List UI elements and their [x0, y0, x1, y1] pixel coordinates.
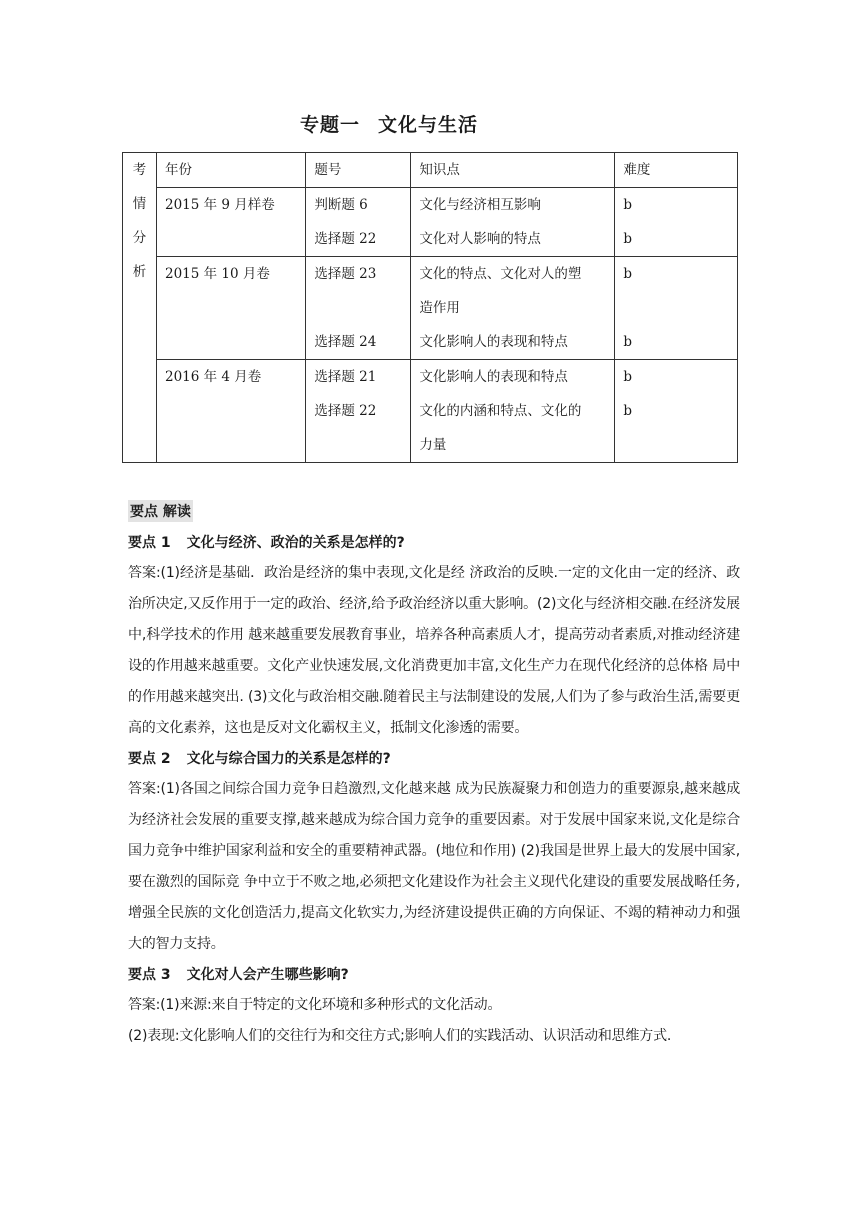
point-answer-line: 答案:(1)来源:来自于特定的文化环境和多种形式的文化活动。 — [128, 997, 502, 1013]
header-difficulty: 难度 — [615, 153, 738, 188]
side-label-cell: 考 情 分 析 — [123, 153, 157, 463]
point-answer: 答案:(1)经济是基础．政治是经济的集中表现,文化是经 济政治的反映.一定的文化由一定的经济、政治所决定,又反作用于一定的政治、经济,给予政治经济以重大影响。(2)文化与经济相交融.在经济发展中,科学技术的作用 越来越重要发展教育事业，培养各种高素质人才，提高劳动者素质,对推动经济建设的作用越来越重要。文化产业快速发展,文化消费更加丰富,文化生产力在现代化经济的总体格 局中的作用越来越突出. (3)文化与政治相交融.随着民主与法制建设的发展,人们为了参与政治生活,需要更高的文化素养，这也是反对文化霸权主义，抵制文化渗透的需要。 — [128, 565, 740, 736]
key-points — [128, 528, 740, 1052]
point-answer-line: (2)表现:文化影响人们的交往行为和交往方式;影响人们的实践活动、认识活动和思维方式. — [128, 1028, 672, 1044]
number-cell: 选择题 21 选择题 22 — [306, 360, 411, 463]
knowledge-cell: 文化的特点、文化对人的塑 造作用 文化影响人的表现和特点 — [411, 257, 615, 360]
year-cell: 2015 年 9 月样卷 — [156, 188, 305, 257]
page-title — [300, 110, 478, 137]
section-tag: 要点 解读 — [128, 500, 193, 522]
title-main: 专题一 — [300, 114, 361, 136]
year-cell: 2015 年 10 月卷 — [156, 257, 305, 360]
table-row — [123, 188, 738, 257]
title-sub: 文化与生活 — [378, 114, 479, 136]
table-row — [123, 257, 738, 360]
number-cell: 选择题 23 选择题 24 — [306, 257, 411, 360]
header-knowledge: 知识点 — [411, 153, 615, 188]
exam-analysis-table — [122, 152, 738, 463]
difficulty-cell: b b — [615, 360, 738, 463]
knowledge-cell: 文化与经济相互影响 文化对人影响的特点 — [411, 188, 615, 257]
year-cell: 2016 年 4 月卷 — [156, 360, 305, 463]
point-heading: 要点 1 文化与经济、政治的关系是怎样的? — [128, 535, 405, 551]
point-heading: 要点 2 文化与综合国力的关系是怎样的? — [128, 751, 391, 767]
difficulty-cell: b b — [615, 188, 738, 257]
table-row — [123, 360, 738, 463]
point-heading: 要点 3 文化对人会产生哪些影响? — [128, 967, 349, 983]
header-year: 年份 — [156, 153, 305, 188]
difficulty-cell: b b — [615, 257, 738, 360]
knowledge-cell: 文化影响人的表现和特点 文化的内涵和特点、文化的 力量 — [411, 360, 615, 463]
point-answer: 答案:(1)各国之间综合国力竞争日趋激烈,文化越来越 成为民族凝聚力和创造力的重要源泉,越来越成为经济社会发展的重要支撑,越来越成为综合国力竞争的重要因素。对于发展中国家来说,文化是综合国力竞争中维护国家利益和安全的重要精神武器。(地位和作用) (2)我国是世界上最大的发展中国家,要在激烈的国际竞 争中立于不败之地,必须把文化建设作为社会主义现代化建设的重要发展战略任务,增强全民族的文化创造活力,提高文化软实力,为经济建设提供正确的方向保证、不竭的精神动力和强大的智力支持。 — [128, 781, 740, 952]
table-header-row — [123, 153, 738, 188]
header-number: 题号 — [306, 153, 411, 188]
number-cell: 判断题 6 选择题 22 — [306, 188, 411, 257]
